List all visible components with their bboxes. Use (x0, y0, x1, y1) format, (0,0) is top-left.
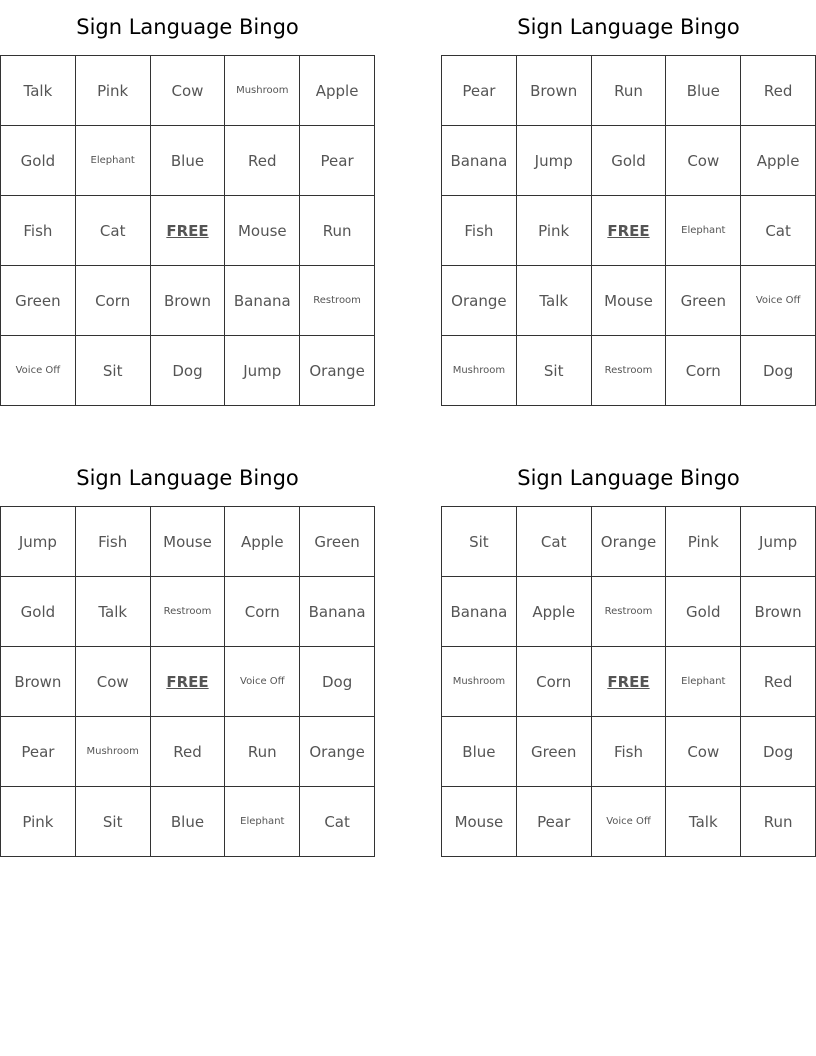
bingo-cell: Cow (666, 126, 741, 196)
bingo-cell: Fish (1, 196, 76, 266)
bingo-grid (441, 506, 816, 857)
bingo-cell: Pear (300, 126, 375, 196)
bingo-cell: Pear (1, 717, 76, 787)
bingo-cell: Run (591, 56, 666, 126)
bingo-cell: Cat (516, 507, 591, 577)
free-space-cell: FREE (591, 196, 666, 266)
bingo-cell: Pink (75, 56, 150, 126)
bingo-cell: Green (1, 266, 76, 336)
bingo-cell: Run (225, 717, 300, 787)
bingo-cell: Voice Off (741, 266, 816, 336)
bingo-cell: Red (741, 647, 816, 717)
bingo-cell: Gold (1, 577, 76, 647)
bingo-cell: Sit (75, 336, 150, 406)
bingo-cell: Pear (516, 787, 591, 857)
bingo-cell: Dog (741, 717, 816, 787)
bingo-cell: Gold (1, 126, 76, 196)
bingo-cell: Voice Off (225, 647, 300, 717)
bingo-cell: Fish (591, 717, 666, 787)
bingo-cell: Restroom (300, 266, 375, 336)
card-title: Sign Language Bingo (76, 15, 299, 39)
bingo-card-1 (0, 0, 375, 406)
bingo-cell: Red (150, 717, 225, 787)
bingo-cell: Banana (442, 577, 517, 647)
bingo-cell: Voice Off (1, 336, 76, 406)
bingo-cell: Corn (516, 647, 591, 717)
bingo-cell: Cat (741, 196, 816, 266)
bingo-cell: Dog (150, 336, 225, 406)
bingo-cell: Cow (150, 56, 225, 126)
bingo-grid (0, 506, 375, 857)
bingo-cell: Elephant (225, 787, 300, 857)
bingo-cell: Talk (75, 577, 150, 647)
card-title: Sign Language Bingo (517, 466, 740, 490)
bingo-cell: Brown (1, 647, 76, 717)
bingo-cell: Sit (75, 787, 150, 857)
bingo-cell: Mouse (225, 196, 300, 266)
bingo-cell: Fish (442, 196, 517, 266)
card-title: Sign Language Bingo (76, 466, 299, 490)
bingo-cell: Mushroom (225, 56, 300, 126)
bingo-cell: Banana (442, 126, 517, 196)
bingo-cell: Apple (300, 56, 375, 126)
bingo-cell: Green (516, 717, 591, 787)
bingo-cell: Orange (300, 336, 375, 406)
bingo-cell: Apple (225, 507, 300, 577)
bingo-cell: Jump (516, 126, 591, 196)
bingo-cell: Elephant (75, 126, 150, 196)
bingo-cell: Talk (1, 56, 76, 126)
bingo-cell: Brown (741, 577, 816, 647)
bingo-cell: Banana (225, 266, 300, 336)
bingo-cell: Cow (75, 647, 150, 717)
bingo-cell: Brown (150, 266, 225, 336)
bingo-cell: Run (741, 787, 816, 857)
bingo-cell: Pear (442, 56, 517, 126)
bingo-cell: Cat (75, 196, 150, 266)
bingo-cell: Pink (516, 196, 591, 266)
bingo-cell: Orange (300, 717, 375, 787)
bingo-card-3 (0, 451, 375, 857)
bingo-cell: Brown (516, 56, 591, 126)
bingo-cell: Dog (300, 647, 375, 717)
bingo-cell: Mushroom (442, 647, 517, 717)
bingo-cell: Banana (300, 577, 375, 647)
bingo-card-4 (441, 451, 816, 857)
bingo-cell: Restroom (150, 577, 225, 647)
bingo-cell: Dog (741, 336, 816, 406)
bingo-cell: Corn (75, 266, 150, 336)
bingo-cell: Jump (1, 507, 76, 577)
bingo-cell: Mouse (591, 266, 666, 336)
bingo-cell: Jump (225, 336, 300, 406)
bingo-cell: Pink (1, 787, 76, 857)
bingo-cell: Red (741, 56, 816, 126)
bingo-cell: Orange (442, 266, 517, 336)
free-space-cell: FREE (150, 647, 225, 717)
bingo-cell: Orange (591, 507, 666, 577)
bingo-cell: Sit (516, 336, 591, 406)
bingo-cell: Mouse (442, 787, 517, 857)
bingo-cell: Apple (516, 577, 591, 647)
bingo-cell: Voice Off (591, 787, 666, 857)
bingo-cell: Elephant (666, 196, 741, 266)
bingo-cell: Restroom (591, 336, 666, 406)
bingo-cell: Corn (666, 336, 741, 406)
bingo-cell: Jump (741, 507, 816, 577)
bingo-cell: Gold (591, 126, 666, 196)
bingo-cell: Fish (75, 507, 150, 577)
bingo-cell: Green (666, 266, 741, 336)
bingo-cell: Sit (442, 507, 517, 577)
bingo-grid (0, 55, 375, 406)
bingo-grid (441, 55, 816, 406)
bingo-cell: Blue (150, 787, 225, 857)
bingo-cell: Blue (150, 126, 225, 196)
free-space-cell: FREE (591, 647, 666, 717)
bingo-cell: Blue (442, 717, 517, 787)
bingo-cell: Red (225, 126, 300, 196)
bingo-card-2 (441, 0, 816, 406)
bingo-cell: Cat (300, 787, 375, 857)
bingo-cell: Talk (666, 787, 741, 857)
bingo-cell: Pink (666, 507, 741, 577)
bingo-cell: Gold (666, 577, 741, 647)
free-space-cell: FREE (150, 196, 225, 266)
bingo-cell: Cow (666, 717, 741, 787)
bingo-cell: Elephant (666, 647, 741, 717)
bingo-cell: Apple (741, 126, 816, 196)
bingo-cell: Blue (666, 56, 741, 126)
bingo-cell: Green (300, 507, 375, 577)
bingo-cell: Restroom (591, 577, 666, 647)
bingo-cell: Mushroom (75, 717, 150, 787)
bingo-cell: Mushroom (442, 336, 517, 406)
bingo-cell: Talk (516, 266, 591, 336)
bingo-cell: Mouse (150, 507, 225, 577)
bingo-cell: Run (300, 196, 375, 266)
card-title: Sign Language Bingo (517, 15, 740, 39)
bingo-cell: Corn (225, 577, 300, 647)
